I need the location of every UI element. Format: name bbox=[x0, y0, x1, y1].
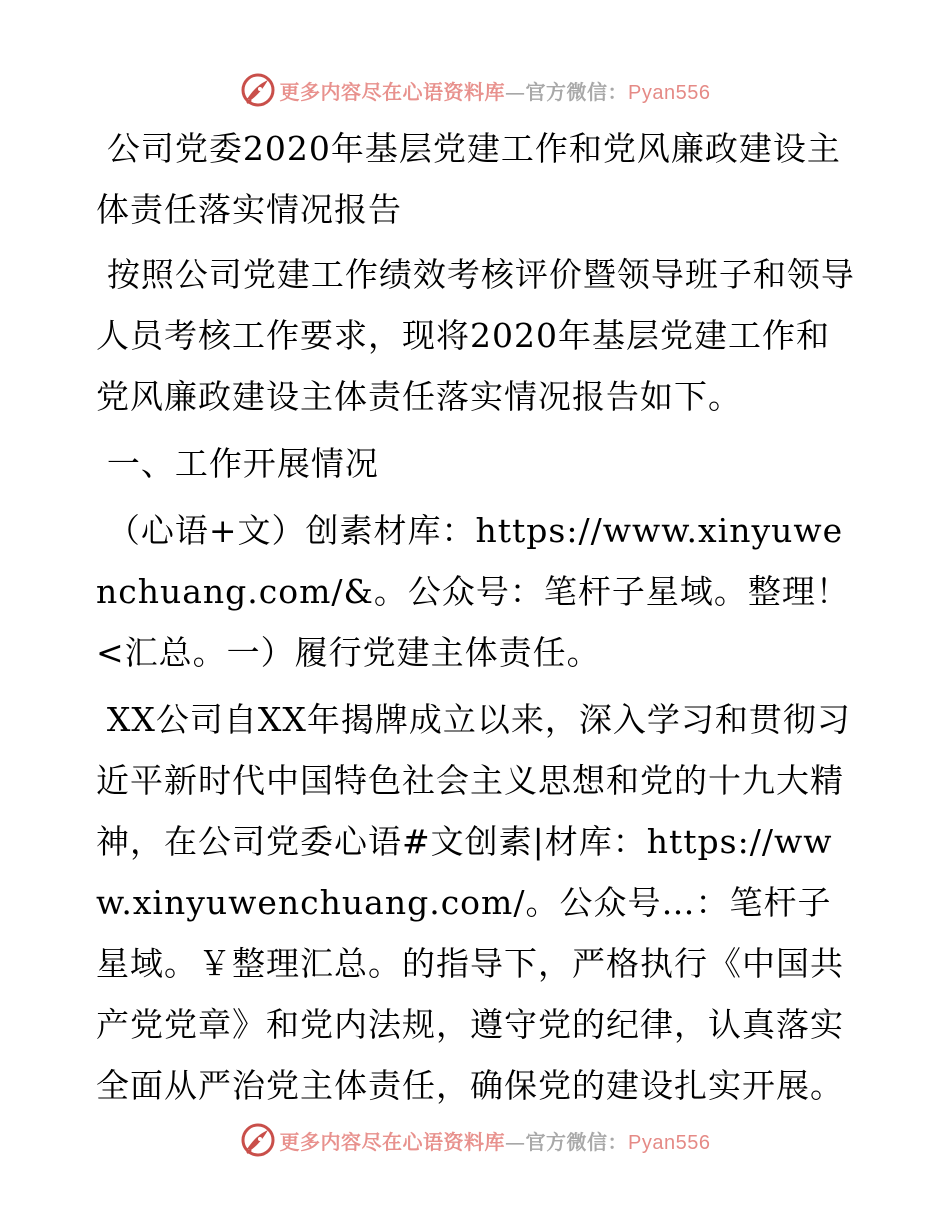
watermark-wechat-id: Pyan556 bbox=[628, 81, 711, 104]
paragraph-subsection: （心语+文）创素材库：https://www.xinyuwenchuang.com/&。公众号：笔杆子星域。整理！<汇总。一）履行党建主体责任。 bbox=[96, 511, 850, 672]
paragraph-intro: 按照公司党建工作绩效考核评价暨领导班子和领导人员考核工作要求，现将2020年基层党建工作和党风廉政建设主体责任落实情况报告如下。 bbox=[96, 255, 855, 416]
watermark-text bbox=[280, 1126, 711, 1155]
watermark-tail: 官方微信： bbox=[525, 1129, 629, 1154]
pen-nib-logo-icon bbox=[240, 1122, 276, 1158]
footer-watermark bbox=[0, 1120, 950, 1160]
header-watermark bbox=[0, 70, 950, 110]
watermark-text bbox=[280, 76, 711, 105]
document-body bbox=[96, 118, 856, 1116]
watermark-separator: — bbox=[505, 1129, 526, 1154]
document-title: 公司党委2020年基层党建工作和党风廉政建设主体责任落实情况报告 bbox=[96, 129, 841, 229]
pen-nib-logo-icon bbox=[240, 72, 276, 108]
watermark-lead: 更多内容尽在心语资料库 bbox=[279, 79, 506, 104]
watermark-separator: — bbox=[505, 79, 526, 104]
watermark-lead: 更多内容尽在心语资料库 bbox=[279, 1129, 506, 1154]
watermark-tail: 官方微信： bbox=[525, 79, 629, 104]
watermark-wechat-id: Pyan556 bbox=[628, 1131, 711, 1154]
paragraph-body: XX公司自XX年揭牌成立以来，深入学习和贯彻习近平新时代中国特色社会主义思想和党的十九大精神，在公司党委心语#文创素|材库：https://www.xinyuwenchuang.com/。公众号…：笔杆子星域。￥整理汇总。的指导下，严格执行《中国共产党党章》和党内法规，遵守党的纪律，认真落实全面从严治党主体责任，确保党的建设扎实开展。 bbox=[96, 700, 851, 1105]
section-heading: 一、工作开展情况 bbox=[106, 444, 379, 483]
